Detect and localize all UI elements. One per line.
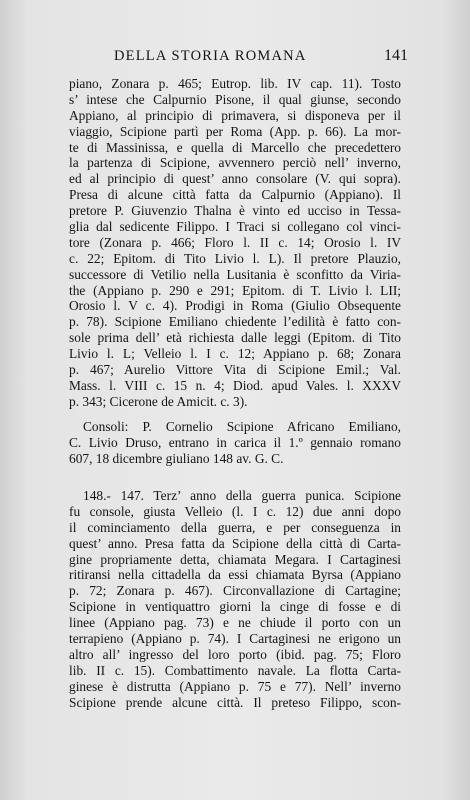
text-line: s’ intese che Calpurnio Pisone, il qual giunse, secondo xyxy=(69,91,401,107)
text-line: fu console, giusta Velleio (l. I c. 12) due anni dopo xyxy=(69,503,401,519)
text-line: linee (Appiano pag. 73) e ne chiude il porto con un xyxy=(69,615,401,631)
text-line: te di Massinissa, e quella di Marcello che precedettero xyxy=(69,139,401,155)
text-line: Appiano, al principio di primavera, si disponeva per il xyxy=(69,107,401,123)
text-line: glia dal sedicente Filippo. I Traci si collegano col vinci- xyxy=(69,219,401,235)
text-line: Scipione prende alcune città. Il preteso Filippo, scon- xyxy=(69,694,401,710)
text-line: the (Appiano p. 290 e 291; Epitom. di T. Livio l. LII; xyxy=(69,282,401,298)
text-line: lib. II c. 15). Combattimento navale. La flotta Carta- xyxy=(69,662,401,678)
text-line: successore di Vetilio nella Lusitania è sconfitto da Viria- xyxy=(69,266,401,282)
paragraph-year-148-147 xyxy=(69,488,401,710)
running-head xyxy=(70,48,408,70)
text-line: p. 467; Aurelio Vittore Vita di Scipione Emil.; Val. xyxy=(69,362,401,378)
text-line: pretore P. Giuvenzio Thalna è vinto ed ucciso in Tessa- xyxy=(69,203,401,219)
paragraph-year-149-events xyxy=(69,76,401,410)
text-line: p. 72; Zonara p. 467). Circonvallazione di Cartagine; xyxy=(69,583,401,599)
text-line: C. Livio Druso, entrano in carica il 1.º gennaio romano xyxy=(69,434,401,450)
text-line: Consoli: P. Cornelio Scipione Africano Emiliano, xyxy=(83,419,401,434)
text-line: quest’ anno. Presa fatta da Scipione della città di Carta- xyxy=(69,535,401,551)
text-line: la partenza di Scipione, avvennero perciò nell’ inverno, xyxy=(69,155,401,171)
text-line: il cominciamento della guerra, e per conseguenza in xyxy=(69,519,401,535)
text-line: 607, 18 dicembre giuliano 148 av. G. C. xyxy=(69,450,284,466)
text-line: viaggio, Scipione partì per Roma (App. p. 66). La mor- xyxy=(69,123,401,139)
text-line: altro all’ ingresso del loro porto (ibid. pag. 75; Floro xyxy=(69,646,401,662)
text-line: Mass. l. VIII c. 15 n. 4; Diod. apud Vales. l. XXXV xyxy=(69,377,401,393)
text-line: Orosio l. V c. 4). Prodigi in Roma (Giulio Obsequente xyxy=(69,298,401,314)
text-line: terrapieno (Appiano p. 74). I Cartaginesi ne erigono un xyxy=(69,631,401,647)
text-line: Presa di alcune città fatta da Calpurnio (Appiano). Il xyxy=(69,187,401,203)
text-line: tore (Zonara p. 466; Floro l. II c. 14; Orosio l. IV xyxy=(69,234,401,250)
page-number: 141 xyxy=(384,47,408,64)
text-line: sole prima dell’ età richiesta dalle leggi (Epitom. di Tito xyxy=(69,330,401,346)
text-line: p. 343; Cicerone de Amicit. c. 3). xyxy=(69,393,248,409)
text-line: 148.- 147. Terz’ anno della guerra punica. Scipione xyxy=(83,488,401,503)
text-line: ginese è distrutta (Appiano p. 75 e 77). Nell’ inverno xyxy=(69,678,401,694)
text-line: c. 22; Epitom. di Tito Livio l. L). Il pretore Plauzio, xyxy=(69,250,401,266)
text-line: ed al principio di quest’ anno consolare (V. qui sopra). xyxy=(69,171,401,187)
running-title: DELLA STORIA ROMANA xyxy=(114,48,307,64)
text-line: ritiransi nella cittadella da essi chiamata Byrsa (Appiano xyxy=(69,567,401,583)
text-line: p. 78). Scipione Emiliano chiedente l’edilità è fatto con- xyxy=(69,314,401,330)
text-line: Scipione in ventiquattro giorni la cinge di fosse e di xyxy=(69,599,401,615)
text-line: Livio l. L; Velleio l. I c. 12; Appiano p. 68; Zonara xyxy=(69,346,401,362)
text-line: piano, Zonara p. 465; Eutrop. lib. IV cap. 11). Tosto xyxy=(69,76,401,91)
paragraph-consuls xyxy=(69,419,401,467)
text-line: gine propriamente detta, chiamata Megara. I Cartaginesi xyxy=(69,551,401,567)
